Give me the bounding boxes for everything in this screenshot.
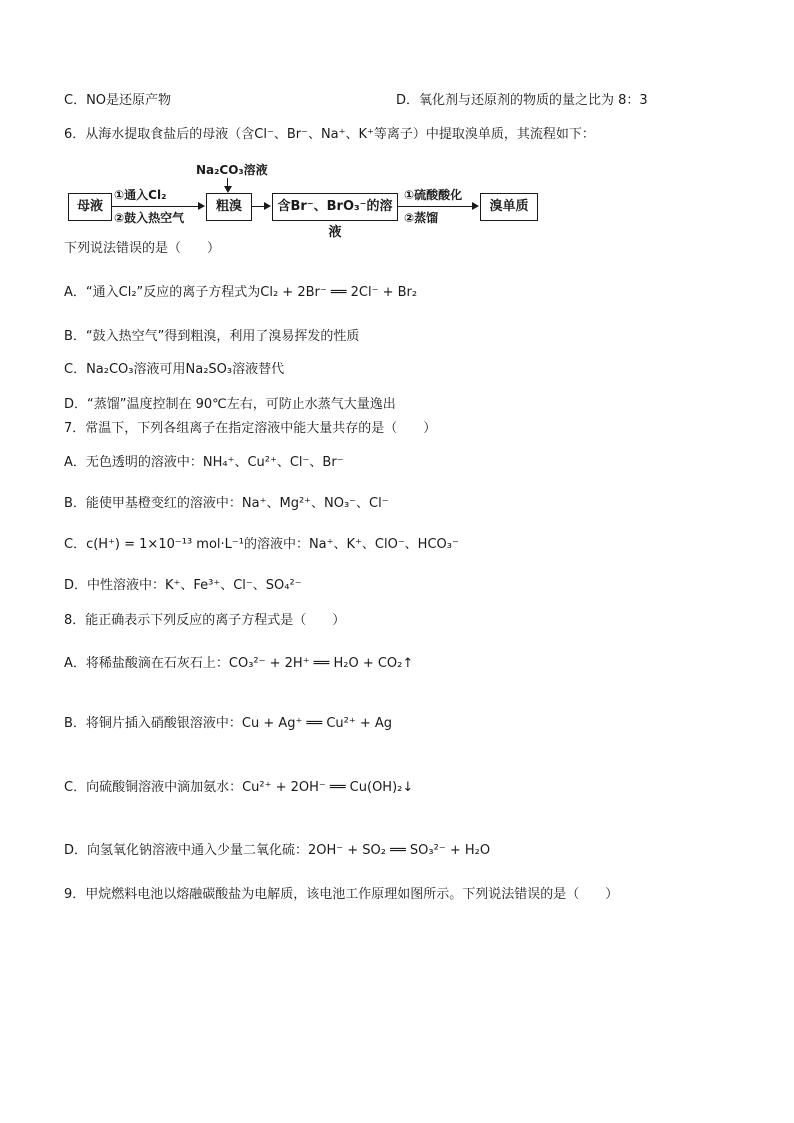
q6-question: 下列说法错误的是（ ） [64, 241, 221, 256]
q8-option-b: B．将铜片插入硝酸银溶液中：Cu + Ag⁺ ══ Cu²⁺ + Ag [64, 716, 393, 731]
flow-arrowhead-1 [198, 202, 205, 210]
q6-option-b: B．“鼓入热空气”得到粗溴，利用了溴易挥发的性质 [64, 329, 360, 344]
q5-option-c: C．NO是还原产物 [64, 93, 172, 108]
q7-option-d: D．中性溶液中：K⁺、Fe³⁺、Cl⁻、SO₄²⁻ [64, 578, 302, 593]
flow-box-mother-liquor: 母液 [68, 193, 112, 221]
flow-step-cl2: ①通入Cl₂ [114, 188, 167, 202]
q6-option-c: C．Na₂CO₃溶液可用Na₂SO₃溶液替代 [64, 362, 285, 377]
flow-arrow-3 [398, 206, 474, 207]
flow-arrowhead-3 [472, 202, 479, 210]
q7-option-a: A．无色透明的溶液中：NH₄⁺、Cu²⁺、Cl⁻、Br⁻ [64, 455, 344, 470]
q8-option-c: C．向硫酸铜溶液中滴加氨水：Cu²⁺ + 2OH⁻ ══ Cu(OH)₂↓ [64, 780, 414, 795]
q6-option-d: D．“蒸馏”温度控制在 90℃左右，可防止水蒸气大量逸出 [64, 397, 396, 412]
q7-stem: 7．常温下，下列各组离子在指定溶液中能大量共存的是（ ） [64, 421, 437, 436]
q6-option-a: A．“通入Cl₂”反应的离子方程式为Cl₂ + 2Br⁻ ══ 2Cl⁻ + Br₂ [64, 285, 418, 300]
flow-step-hot-air: ②鼓入热空气 [114, 211, 185, 225]
q6-stem: 6．从海水提取食盐后的母液（含Cl⁻、Br⁻、Na⁺、K⁺等离子）中提取溴单质，其流程如下： [64, 127, 595, 142]
flow-box-crude-bromine: 粗溴 [206, 193, 252, 221]
flow-step-distill: ②蒸馏 [404, 211, 439, 225]
q8-option-d: D．向氢氧化钠溶液中通入少量二氧化硫：2OH⁻ + SO₂ ══ SO₃²⁻ + H₂O [64, 843, 491, 858]
flow-reagent-arrowhead [224, 186, 232, 193]
flow-step-acidify: ①硫酸酸化 [404, 188, 463, 202]
flow-arrowhead-2 [264, 202, 271, 210]
flow-reagent-na2co3: Na₂CO₃溶液 [196, 163, 268, 177]
q7-option-b: B．能使甲基橙变红的溶液中：Na⁺、Mg²⁺、NO₃⁻、Cl⁻ [64, 496, 389, 511]
flow-arrow-1 [112, 206, 200, 207]
flow-box-bromide-solution: 含Br⁻、BrO₃⁻的溶液 [272, 193, 398, 221]
q8-option-a: A．将稀盐酸滴在石灰石上：CO₃²⁻ + 2H⁺ ══ H₂O + CO₂↑ [64, 656, 414, 671]
q5-option-d: D．氧化剂与还原剂的物质的量之比为 8：3 [396, 93, 648, 108]
flow-box-bromine: 溴单质 [480, 193, 538, 221]
q7-option-c: C．c(H⁺) = 1×10⁻¹³ mol·L⁻¹的溶液中：Na⁺、K⁺、ClO⁻、HCO₃⁻ [64, 537, 459, 552]
q8-stem: 8．能正确表示下列反应的离子方程式是（ ） [64, 613, 346, 628]
q9-stem: 9．甲烷燃料电池以熔融碳酸盐为电解质，该电池工作原理如图所示。下列说法错误的是（ ） [64, 887, 619, 902]
